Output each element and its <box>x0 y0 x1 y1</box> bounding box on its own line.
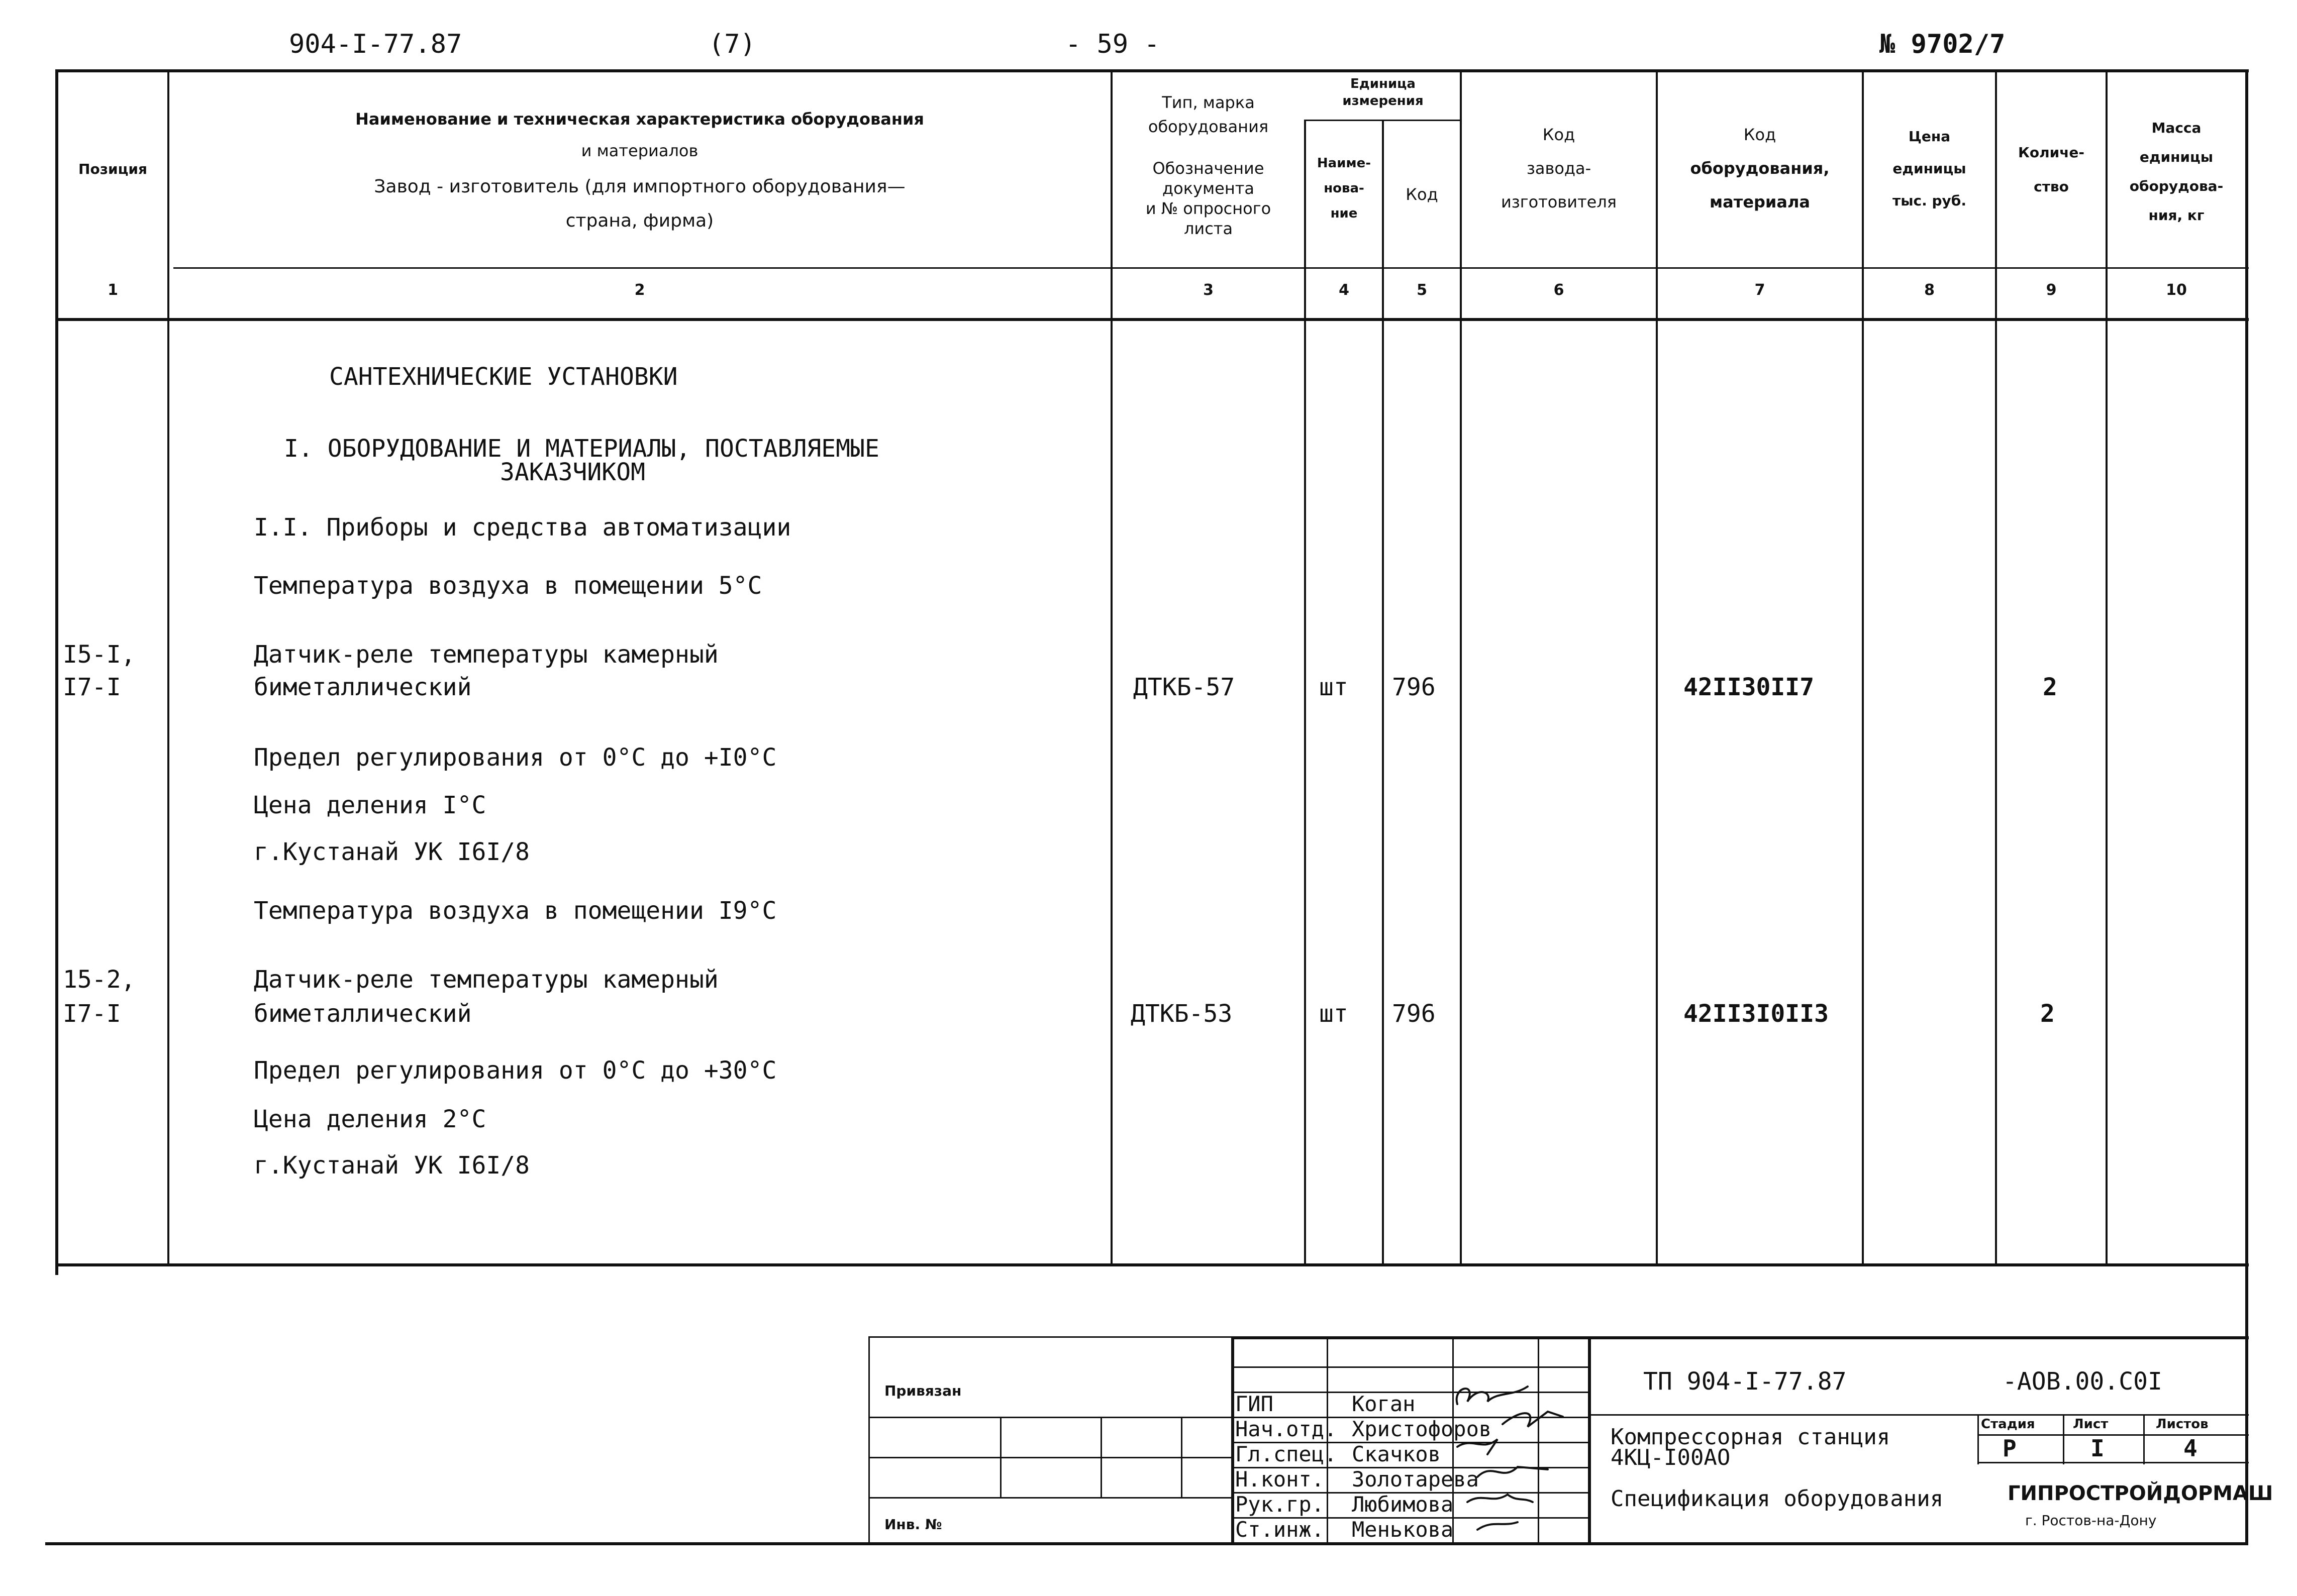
organization-city: г. Ростов-на-Дону <box>2025 1512 2157 1529</box>
col-sep-6 <box>1656 70 1658 1263</box>
stage-value: Р <box>2003 1435 2017 1462</box>
archive-number: № 9702/7 <box>1879 29 2006 59</box>
quantity: 2 <box>2040 1000 2055 1028</box>
col-unit-code-header: Код <box>1406 185 1438 204</box>
role-chief-spec: Гл.спец. <box>1235 1442 1337 1466</box>
position: 15-2, <box>63 966 136 994</box>
col-num-3: 3 <box>1203 281 1214 299</box>
manufacturer: г.Кустанай УК I6I/8 <box>254 838 530 866</box>
col-num-7: 7 <box>1754 281 1765 299</box>
col-sep-1 <box>167 70 169 1263</box>
name-gip: Коган <box>1352 1392 1416 1416</box>
name-group-lead: Любимова <box>1352 1492 1454 1517</box>
item-name: Датчик-реле температуры камерный <box>254 641 719 669</box>
col-num-9: 9 <box>2046 281 2057 299</box>
project-title-cont: 4КЦ-I00АО <box>1611 1445 1731 1470</box>
name-senior-eng: Менькова <box>1352 1517 1454 1542</box>
scale-division: Цена деления I°С <box>254 791 486 819</box>
stage-label: Стадия <box>1981 1417 2035 1432</box>
position-cont: I7-I <box>63 673 121 701</box>
equipment-code: 42II30II7 <box>1683 673 1815 701</box>
col-num-2: 2 <box>634 281 645 299</box>
item-name-cont: биметаллический <box>254 673 472 701</box>
role-norm-control: Н.конт. <box>1235 1467 1325 1492</box>
unit-name: шт <box>1319 1000 1348 1028</box>
col-num-1: 1 <box>108 281 118 299</box>
sheets-value: 4 <box>2183 1435 2198 1462</box>
col-num-10: 10 <box>2166 281 2187 299</box>
unit-name: шт <box>1319 673 1348 701</box>
unit-code: 796 <box>1392 1000 1436 1028</box>
page-number: - 59 - <box>1065 29 1160 59</box>
project-title: Компрессорная станция <box>1611 1424 1890 1450</box>
sheet-value: I <box>2090 1435 2105 1462</box>
quantity: 2 <box>2043 673 2057 701</box>
temperature-note-1: Температура воздуха в помещении 5°С <box>254 572 762 600</box>
group-title: I.I. Приборы и средства автоматизации <box>254 513 791 542</box>
role-gip: ГИП <box>1235 1392 1273 1416</box>
col-position-header: Позиция <box>78 161 147 177</box>
privyazan-label: Привязан <box>884 1382 962 1399</box>
subsection-title: I. ОБОРУДОВАНИЕ И МАТЕРИАЛЫ, ПОСТАВЛЯЕМЫЕ <box>284 435 879 463</box>
sheet-label: Лист <box>2073 1417 2109 1432</box>
name-chief-spec: Скачков <box>1352 1442 1441 1466</box>
role-group-lead: Рук.гр. <box>1235 1492 1325 1517</box>
col-sep-9 <box>2106 70 2108 1263</box>
position: I5-I, <box>63 641 136 669</box>
col-num-4: 4 <box>1339 281 1349 299</box>
col-sep-5 <box>1460 70 1462 1263</box>
unit-code: 796 <box>1392 673 1436 701</box>
signatures <box>1447 1376 1598 1542</box>
sheets-label: Листов <box>2156 1417 2209 1432</box>
name-head-dept: Христофоров <box>1352 1417 1492 1441</box>
position-cont: I7-I <box>63 1000 121 1028</box>
type-mark: ДТКБ-57 <box>1133 673 1235 701</box>
header-end-rule <box>55 318 2249 321</box>
col-sep-2 <box>1111 70 1113 1263</box>
unit-header-rule <box>1304 120 1460 121</box>
sheet-title: Спецификация оборудования <box>1611 1486 1944 1512</box>
manufacturer: г.Кустанай УК I6I/8 <box>254 1151 530 1180</box>
regulation-range: Предел регулирования от 0°С до +I0°С <box>254 743 777 772</box>
col-num-6: 6 <box>1553 281 1564 299</box>
organization-name: ГИПРОСТРОЙДОРМАШ <box>2008 1482 2273 1505</box>
project-doc-suffix: -АОВ.00.С0I <box>2003 1367 2162 1396</box>
doc-code: 904-I-77.87 <box>289 29 462 59</box>
regulation-range: Предел регулирования от 0°С до +30°С <box>254 1056 777 1085</box>
frame-left <box>55 69 58 1275</box>
frame-top <box>58 69 2249 72</box>
item-name: Датчик-реле температуры камерный <box>254 966 719 994</box>
subsection-title-cont: ЗАКАЗЧИКОМ <box>500 458 645 486</box>
name-norm-control: Золотарева <box>1352 1467 1479 1492</box>
inventory-number-label: Инв. № <box>884 1516 942 1533</box>
temperature-note-2: Температура воздуха в помещении I9°С <box>254 897 777 925</box>
sheet-number-paren: (7) <box>709 29 756 59</box>
frame-right <box>2245 69 2248 1545</box>
scale-division: Цена деления 2°С <box>254 1105 486 1133</box>
type-mark: ДТКБ-53 <box>1131 1000 1233 1028</box>
section-title: САНТЕХНИЧЕСКИЕ УСТАНОВКИ <box>329 363 678 391</box>
role-head-dept: Нач.отд. <box>1235 1417 1337 1441</box>
col-sep-7 <box>1862 70 1864 1263</box>
equipment-code: 42II3I0II3 <box>1683 1000 1829 1028</box>
col-num-5: 5 <box>1417 281 1427 299</box>
header-rule <box>173 267 2249 269</box>
table-end-rule <box>55 1263 2249 1266</box>
col-sep-8 <box>1995 70 1997 1263</box>
role-senior-eng: Ст.инж. <box>1235 1517 1325 1542</box>
project-doc-code: ТП 904-I-77.87 <box>1643 1367 1847 1396</box>
item-name-cont: биметаллический <box>254 1000 472 1028</box>
frame-bottom <box>45 1542 2248 1545</box>
col-num-8: 8 <box>1924 281 1935 299</box>
